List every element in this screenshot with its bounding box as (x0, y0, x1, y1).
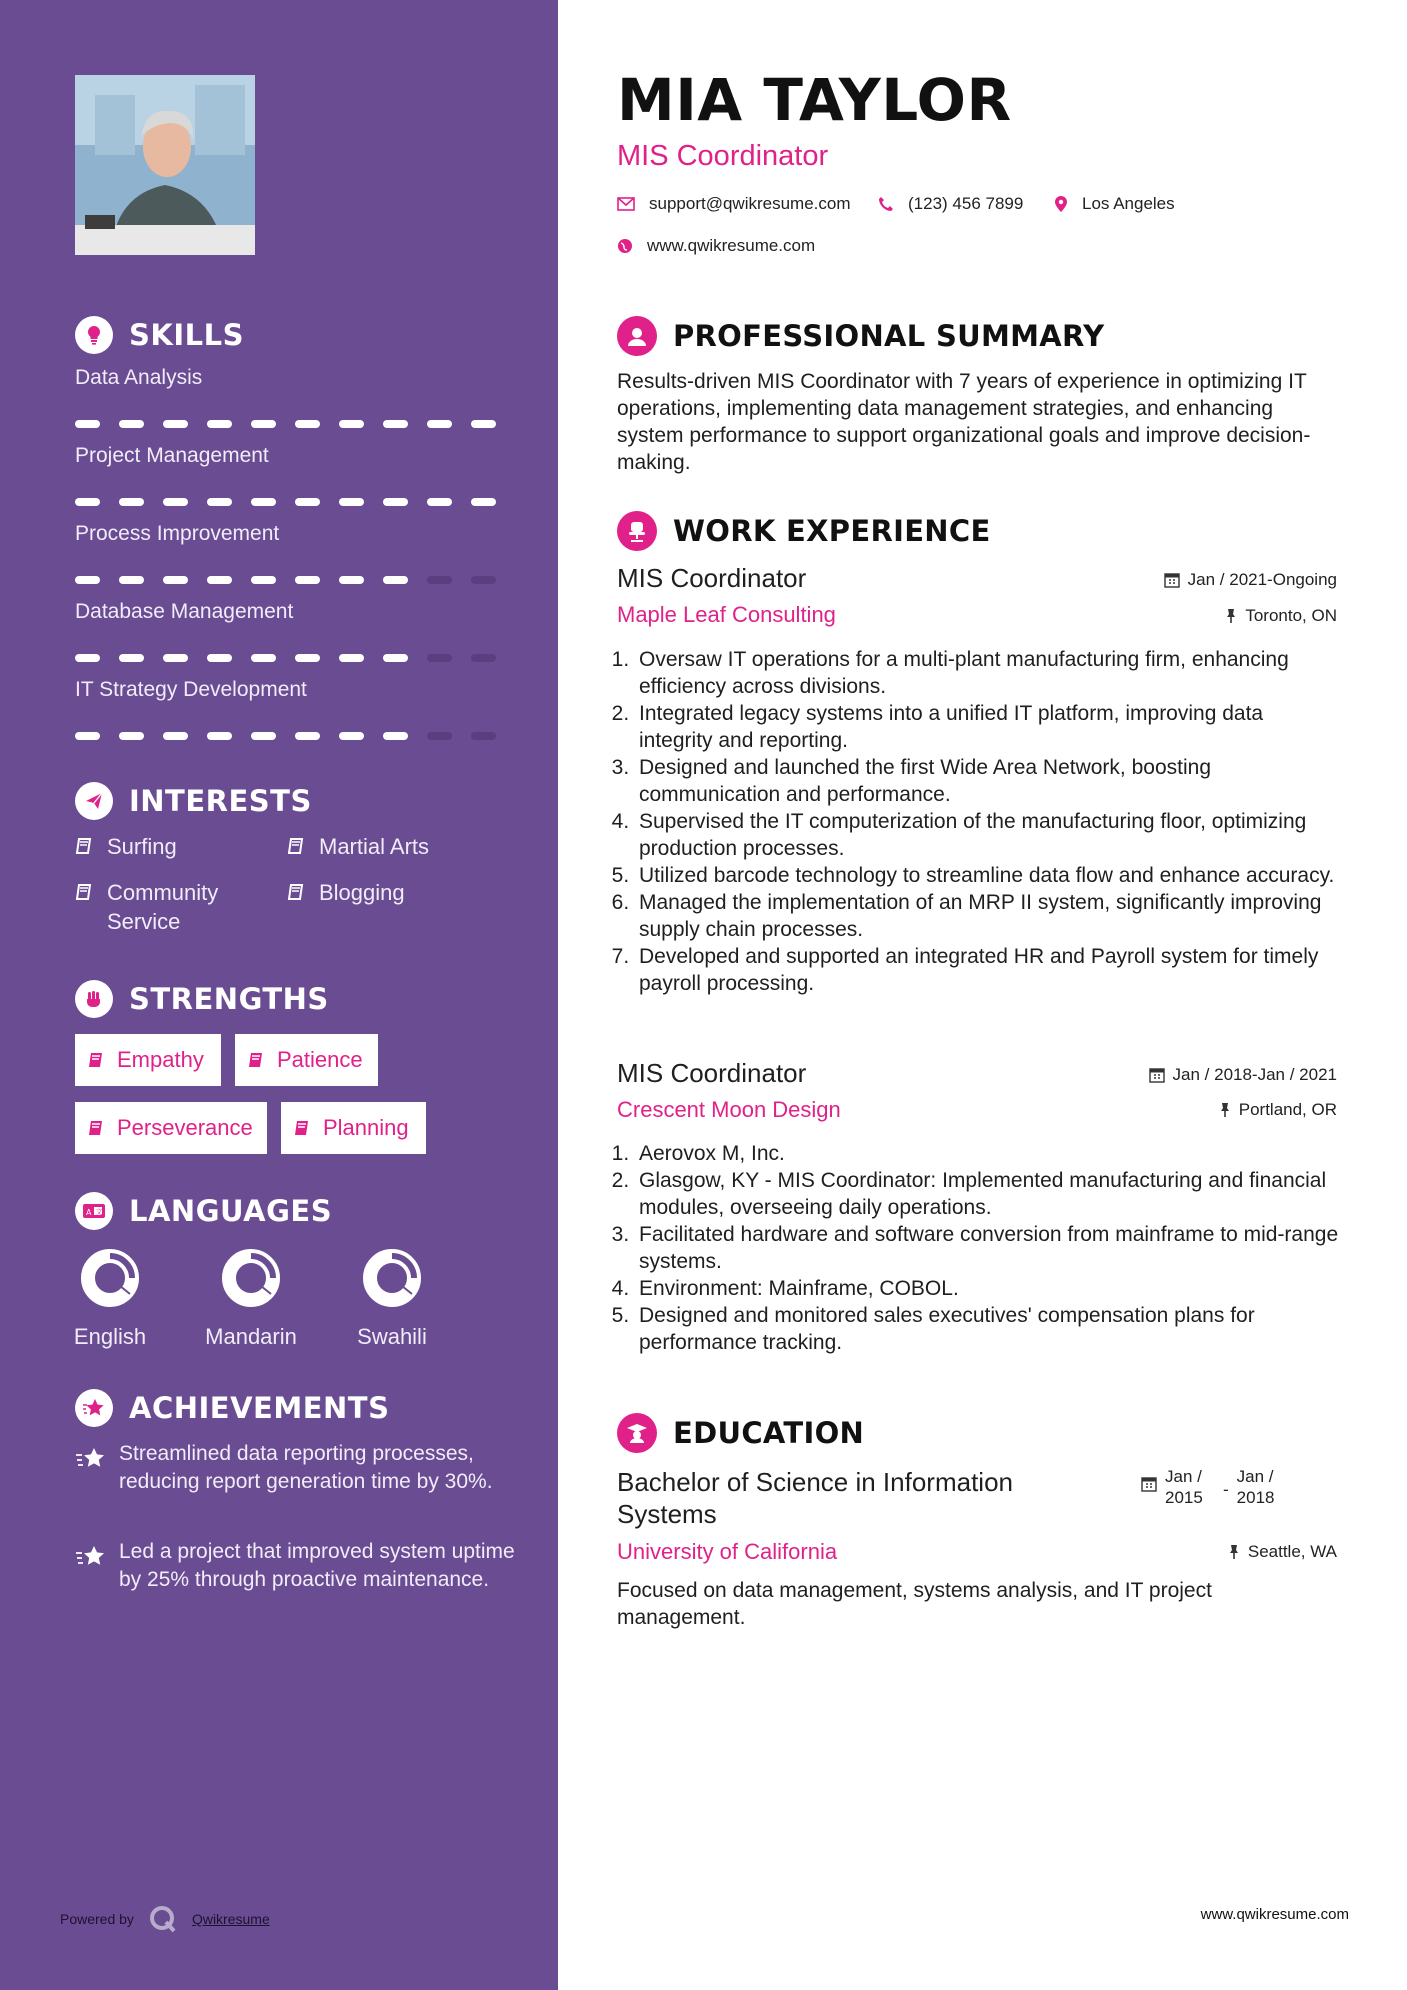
job-dates (1149, 1065, 1337, 1085)
skill-item (75, 678, 505, 740)
calendar-icon (1164, 572, 1180, 588)
skill-level-dot (75, 732, 100, 740)
svg-text:文: 文 (95, 1208, 103, 1216)
skill-level-bar (75, 420, 505, 428)
powered-by (60, 1904, 270, 1934)
skill-level-bar (75, 498, 505, 506)
skill-level-dot (163, 654, 188, 662)
contact-website[interactable] (617, 236, 815, 256)
skill-level-dot (427, 654, 452, 662)
qwikresume-logo-icon (148, 1904, 178, 1934)
skill-level-dot (295, 498, 320, 506)
education-description: Focused on data management, systems analysis, and IT project management. (617, 1579, 1212, 1629)
summary-text: Results-driven MIS Coordinator with 7 years of experience in optimizing IT operations, implementing data management strategies, and enhancing system performance to support organizational goals and improve decision-making. (617, 370, 1311, 474)
interest-label: Surfing (107, 834, 177, 859)
achievements-title: ACHIEVEMENTS (129, 1391, 390, 1425)
skill-level-dot (383, 654, 408, 662)
job-dates-text: Jan / 2018-Jan / 2021 (1172, 1065, 1337, 1084)
job-title: MIS Coordinator (617, 563, 807, 593)
contact-email[interactable] (617, 194, 851, 214)
strength-chip (75, 1034, 221, 1086)
contact-phone[interactable] (878, 194, 1023, 214)
translate-icon (75, 1192, 113, 1230)
profile-photo (75, 75, 255, 255)
strength-chip (281, 1102, 426, 1154)
skill-level-bar (75, 654, 505, 662)
skill-item (75, 366, 505, 428)
skill-level-dot (207, 498, 232, 506)
star-icon (75, 1544, 107, 1570)
skill-level-dot (75, 498, 100, 506)
skill-level-dot (75, 576, 100, 584)
user-icon (617, 316, 657, 356)
skill-level-dot (251, 654, 276, 662)
education-location (1228, 1542, 1337, 1562)
education-location-text: Seattle, WA (1247, 1542, 1337, 1561)
skill-level-dot (295, 420, 320, 428)
skill-level-dot (75, 654, 100, 662)
strength-label: Perseverance (117, 1115, 253, 1140)
skill-name: Project Management (75, 444, 269, 467)
fist-icon (75, 980, 113, 1018)
candidate-role: MIS Coordinator (617, 140, 829, 172)
skill-level-dot (163, 498, 188, 506)
date-separator: - (1223, 1480, 1229, 1499)
book-icon (75, 882, 95, 902)
job-bullet: 1. Oversaw IT operations for a multi-plant manufacturing firm, enhancing efficiency across divisions. (635, 646, 1339, 700)
interest-item (287, 832, 487, 861)
achievements-heading (75, 1389, 389, 1427)
book-icon (287, 882, 307, 902)
skill-name: Database Management (75, 600, 294, 623)
languages-title: LANGUAGES (129, 1194, 333, 1228)
skill-level-dot (251, 576, 276, 584)
skill-level-dot (163, 732, 188, 740)
job-company: Maple Leaf Consulting (617, 602, 836, 627)
interest-label: Blogging (319, 880, 405, 905)
achievement-item (75, 1440, 515, 1496)
skill-level-dot (207, 576, 232, 584)
skill-level-dot (383, 576, 408, 584)
skill-level-dot (119, 420, 144, 428)
star-icon (75, 1389, 113, 1427)
skill-level-dot (471, 498, 496, 506)
globe-icon (617, 238, 633, 254)
envelope-icon (617, 197, 635, 211)
job-bullet: 3. Designed and launched the first Wide Area Network, boosting communication and performance. (635, 754, 1339, 808)
language-label: English (73, 1324, 147, 1349)
job-bullet: 4. Supervised the IT computerization of the manufacturing floor, optimizing production processes. (635, 808, 1339, 862)
skill-level-dot (427, 576, 452, 584)
job-bullet: 7. Developed and supported an integrated HR and Payroll system for timely payroll processing. (635, 943, 1339, 997)
skill-level-dot (427, 420, 452, 428)
book-icon (75, 836, 95, 856)
office-chair-icon (617, 511, 657, 551)
education-end: Jan / 2018 (1236, 1467, 1275, 1507)
summary-title: PROFESSIONAL SUMMARY (673, 319, 1105, 353)
interest-item (75, 832, 265, 861)
job-bullet: 3. Facilitated hardware and software conversion from mainframe to mid-range systems. (635, 1221, 1339, 1275)
strength-chip (75, 1102, 267, 1154)
skill-level-dot (119, 654, 144, 662)
strengths-title: STRENGTHS (129, 982, 329, 1016)
skill-level-dot (295, 732, 320, 740)
education-school: University of California (617, 1539, 838, 1564)
skill-item (75, 600, 505, 662)
skill-level-dot (119, 576, 144, 584)
map-pin-icon (1054, 195, 1068, 213)
skill-level-dot (471, 420, 496, 428)
powered-by-label: Powered by (60, 1911, 134, 1927)
experience-heading (617, 511, 991, 551)
svg-text:A: A (86, 1208, 92, 1217)
strength-label: Empathy (117, 1047, 204, 1072)
calendar-icon (1141, 1476, 1157, 1492)
book-icon (87, 1118, 107, 1138)
education-title: EDUCATION (673, 1416, 865, 1450)
skill-level-dot (75, 420, 100, 428)
skill-level-dot (251, 732, 276, 740)
job-location-text: Toronto, ON (1245, 606, 1337, 625)
job-bullet: 2. Integrated legacy systems into a unified IT platform, improving data integrity and reporting. (635, 700, 1339, 754)
job-bullet: 1. Aerovox M, Inc. (635, 1140, 1339, 1167)
interest-item (75, 878, 265, 936)
language-ring (219, 1246, 283, 1310)
experience-title: WORK EXPERIENCE (673, 514, 991, 548)
skill-name: Data Analysis (75, 366, 203, 389)
contact-location (1054, 194, 1175, 214)
skill-level-dot (339, 498, 364, 506)
skill-level-dot (383, 420, 408, 428)
graduate-icon (617, 1413, 657, 1453)
skill-level-dot (163, 576, 188, 584)
job-bullet: 2. Glasgow, KY - MIS Coordinator: Implemented manufacturing and financial modules, overseeing daily operations. (635, 1167, 1339, 1221)
skill-item (75, 522, 505, 584)
job-bullet: 6. Managed the implementation of an MRP II system, significantly improving supply chain processes. (635, 889, 1339, 943)
interest-item (287, 878, 487, 907)
book-icon (287, 836, 307, 856)
skill-level-dot (119, 498, 144, 506)
star-icon (75, 1446, 107, 1472)
job-bullets (617, 646, 1339, 997)
language-item (337, 1246, 447, 1350)
interest-label: Community Service (107, 880, 219, 934)
education-dates (1141, 1466, 1287, 1508)
book-icon (247, 1050, 267, 1070)
skill-level-dot (163, 420, 188, 428)
achievement-text: Streamlined data reporting processes, reducing report generation time by 30%. (119, 1442, 493, 1493)
language-item (196, 1246, 306, 1350)
job-dates-text: Jan / 2021-Ongoing (1187, 570, 1337, 589)
skill-level-dot (471, 576, 496, 584)
education-start: Jan / 2015 (1165, 1467, 1203, 1507)
skill-level-dot (339, 732, 364, 740)
languages-heading (75, 1192, 332, 1230)
book-icon (293, 1118, 313, 1138)
strength-label: Planning (323, 1115, 409, 1140)
skill-level-dot (471, 732, 496, 740)
education-degree: Bachelor of Science in Information Systems (617, 1467, 1013, 1529)
skill-level-dot (471, 654, 496, 662)
skill-level-bar (75, 732, 505, 740)
strength-chip (235, 1034, 378, 1086)
contact-email-text: support@qwikresume.com (649, 194, 851, 213)
skill-name: Process Improvement (75, 522, 280, 545)
skill-level-dot (383, 732, 408, 740)
skill-level-dot (207, 732, 232, 740)
language-label: Mandarin (205, 1324, 297, 1349)
skill-level-dot (427, 732, 452, 740)
job-title: MIS Coordinator (617, 1058, 807, 1088)
skill-level-dot (119, 732, 144, 740)
achievement-text: Led a project that improved system uptime by 25% through proactive maintenance. (119, 1540, 515, 1591)
footer-website-link[interactable]: www.qwikresume.com (1200, 1906, 1349, 1923)
sidebar (0, 0, 558, 1990)
job-bullets (617, 1140, 1339, 1356)
skill-level-dot (295, 576, 320, 584)
job-bullet: 4. Environment: Mainframe, COBOL. (635, 1275, 1339, 1302)
job-bullet: 5. Designed and monitored sales executives' compensation plans for performance tracking. (635, 1302, 1339, 1356)
strengths-heading (75, 980, 329, 1018)
job-location-text: Portland, OR (1238, 1100, 1337, 1119)
strength-label: Patience (277, 1047, 363, 1072)
language-label: Swahili (357, 1324, 427, 1349)
skills-title: SKILLS (129, 318, 244, 352)
paper-plane-icon (75, 782, 113, 820)
book-icon (87, 1050, 107, 1070)
achievement-item (75, 1538, 515, 1594)
pushpin-icon (1225, 608, 1237, 624)
skill-level-dot (339, 654, 364, 662)
interests-title: INTERESTS (129, 784, 312, 818)
pushpin-icon (1219, 1102, 1231, 1118)
interests-heading (75, 782, 312, 820)
language-ring (78, 1246, 142, 1310)
contact-website-text: www.qwikresume.com (647, 236, 816, 255)
job-bullet: 5. Utilized barcode technology to streamline data flow and enhance accuracy. (635, 862, 1339, 889)
job-company: Crescent Moon Design (617, 1097, 841, 1122)
skill-level-dot (207, 420, 232, 428)
job-dates (1164, 570, 1337, 590)
phone-icon (878, 196, 894, 212)
skill-level-dot (339, 576, 364, 584)
education-heading (617, 1413, 864, 1453)
skill-level-dot (339, 420, 364, 428)
interest-label: Martial Arts (319, 834, 430, 859)
job-location (1225, 606, 1337, 626)
candidate-name: MIA TAYLOR (617, 66, 1012, 134)
skill-level-dot (383, 498, 408, 506)
skill-name: IT Strategy Development (75, 678, 307, 701)
lightbulb-icon (75, 316, 113, 354)
skill-level-dot (207, 654, 232, 662)
powered-by-brand-link[interactable]: Qwikresume (191, 1911, 270, 1927)
contact-location-text: Los Angeles (1082, 194, 1175, 213)
summary-heading (617, 316, 1104, 356)
language-ring (360, 1246, 424, 1310)
skill-level-dot (251, 498, 276, 506)
contact-phone-text: (123) 456 7899 (908, 194, 1024, 213)
skill-level-dot (427, 498, 452, 506)
skill-level-dot (295, 654, 320, 662)
language-item (55, 1246, 165, 1350)
skill-level-dot (251, 420, 276, 428)
calendar-icon (1149, 1067, 1165, 1083)
skill-item (75, 444, 505, 506)
job-location (1219, 1100, 1337, 1120)
skills-heading (75, 316, 244, 354)
pushpin-icon (1228, 1544, 1240, 1560)
skill-level-bar (75, 576, 505, 584)
